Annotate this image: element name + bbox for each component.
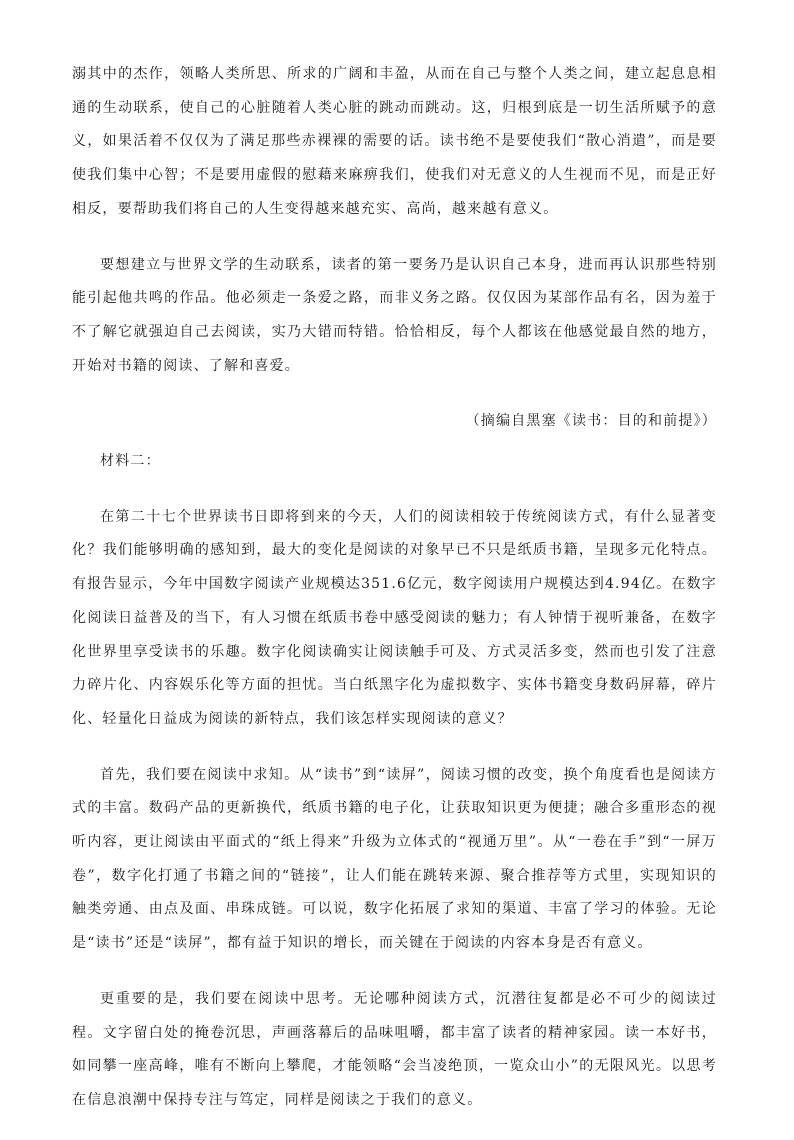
paragraph-seek-knowledge: 首先，我们要在阅读中求知。从“读书”到“读屏”，阅读习惯的改变，换个角度看也是阅读方式的丰富。数码产品的更新换代，纸质书籍的电子化，让获取知识更为便捷；融合多重形态的视听内容，更让阅读由平面式的“纸上得来”升级为立体式的“视通万里”。从“一卷在手”到“一屏万卷”，数字化打通了书籍之间的“链接”，让人们能在跳转来源、聚合推荐等方式里，实现知识的触类旁通、由点及面、串珠成链。可以说，数字化拓展了求知的渠道、丰富了学习的体验。无论是“读书”还是“读屏”，都有益于知识的增长，而关键在于阅读的内容本身是否有意义。	[72, 766, 717, 952]
paragraph-digital-reading-change: 在第二十七个世界读书日即将到来的今天，人们的阅读相较于传统阅读方式，有什么显著变化？我们能够明确的感知到，最大的变化是阅读的对象早已不只是纸质书籍，呈现多元化特点。有报告显示，今年中国数字阅读产业规模达351.6亿元，数字阅读用户规模达到4.94亿。在数字化阅读日益普及的当下，有人习惯在纸质书卷中感受阅读的魅力；有人钟情于视听兼备，在数字化世界里享受读书的乐趣。数字化阅读确实让阅读触手可及、方式灵活多变，然而也引发了注意力碎片化、内容娱乐化等方面的担忧。当白纸黑字化为虚拟数字、实体书籍变身数码屏幕，碎片化、轻量化日益成为阅读的新特点，我们该怎样实现阅读的意义？	[72, 508, 717, 727]
document-page	[72, 58, 717, 1140]
paragraph-think-while-reading: 更重要的是，我们要在阅读中思考。无论哪种阅读方式，沉潜往复都是必不可少的阅读过程。文字留白处的掩卷沉思，声画落幕后的品味咀嚼，都丰富了读者的精神家园。读一本好书，如同攀一座高峰，唯有不断向上攀爬，才能领略“会当凌绝顶，一览众山小”的无限风光。以思考在信息浪潮中保持专注与笃定，同样是阅读之于我们的意义。	[72, 990, 717, 1108]
source-citation: （摘编自黑塞《读书：目的和前提》）	[465, 413, 717, 430]
paragraph-continuation: 溺其中的杰作，领略人类所思、所求的广阔和丰盈，从而在自己与整个人类之间，建立起息息相通的生动联系，使自己的心脏随着人类心脏的跳动而跳动。这，归根到底是一切生活所赋予的意义，如果活着不仅仅为了满足那些赤裸裸的需要的话。读书绝不是要使我们“散心消遣”，而是要使我们集中心智；不是要用虚假的慰藉来麻痹我们，使我们对无意义的人生视而不见，而是正好相反，要帮助我们将自己的人生变得越来越充实、高尚，越来越有意义。	[72, 66, 717, 217]
material-two-heading: 材料二：	[100, 453, 161, 470]
paragraph-reader-task: 要想建立与世界文学的生动联系，读者的第一要务乃是认识自己本身，进而再认识那些特别能引起他共鸣的作品。他必须走一条爱之路，而非义务之路。仅仅因为某部作品有名，因为羞于不了解它就强迫自己去阅读，实乃大错而特错。恰恰相反，每个人都该在他感觉最自然的地方，开始对书籍的阅读、了解和喜爱。	[72, 256, 717, 374]
